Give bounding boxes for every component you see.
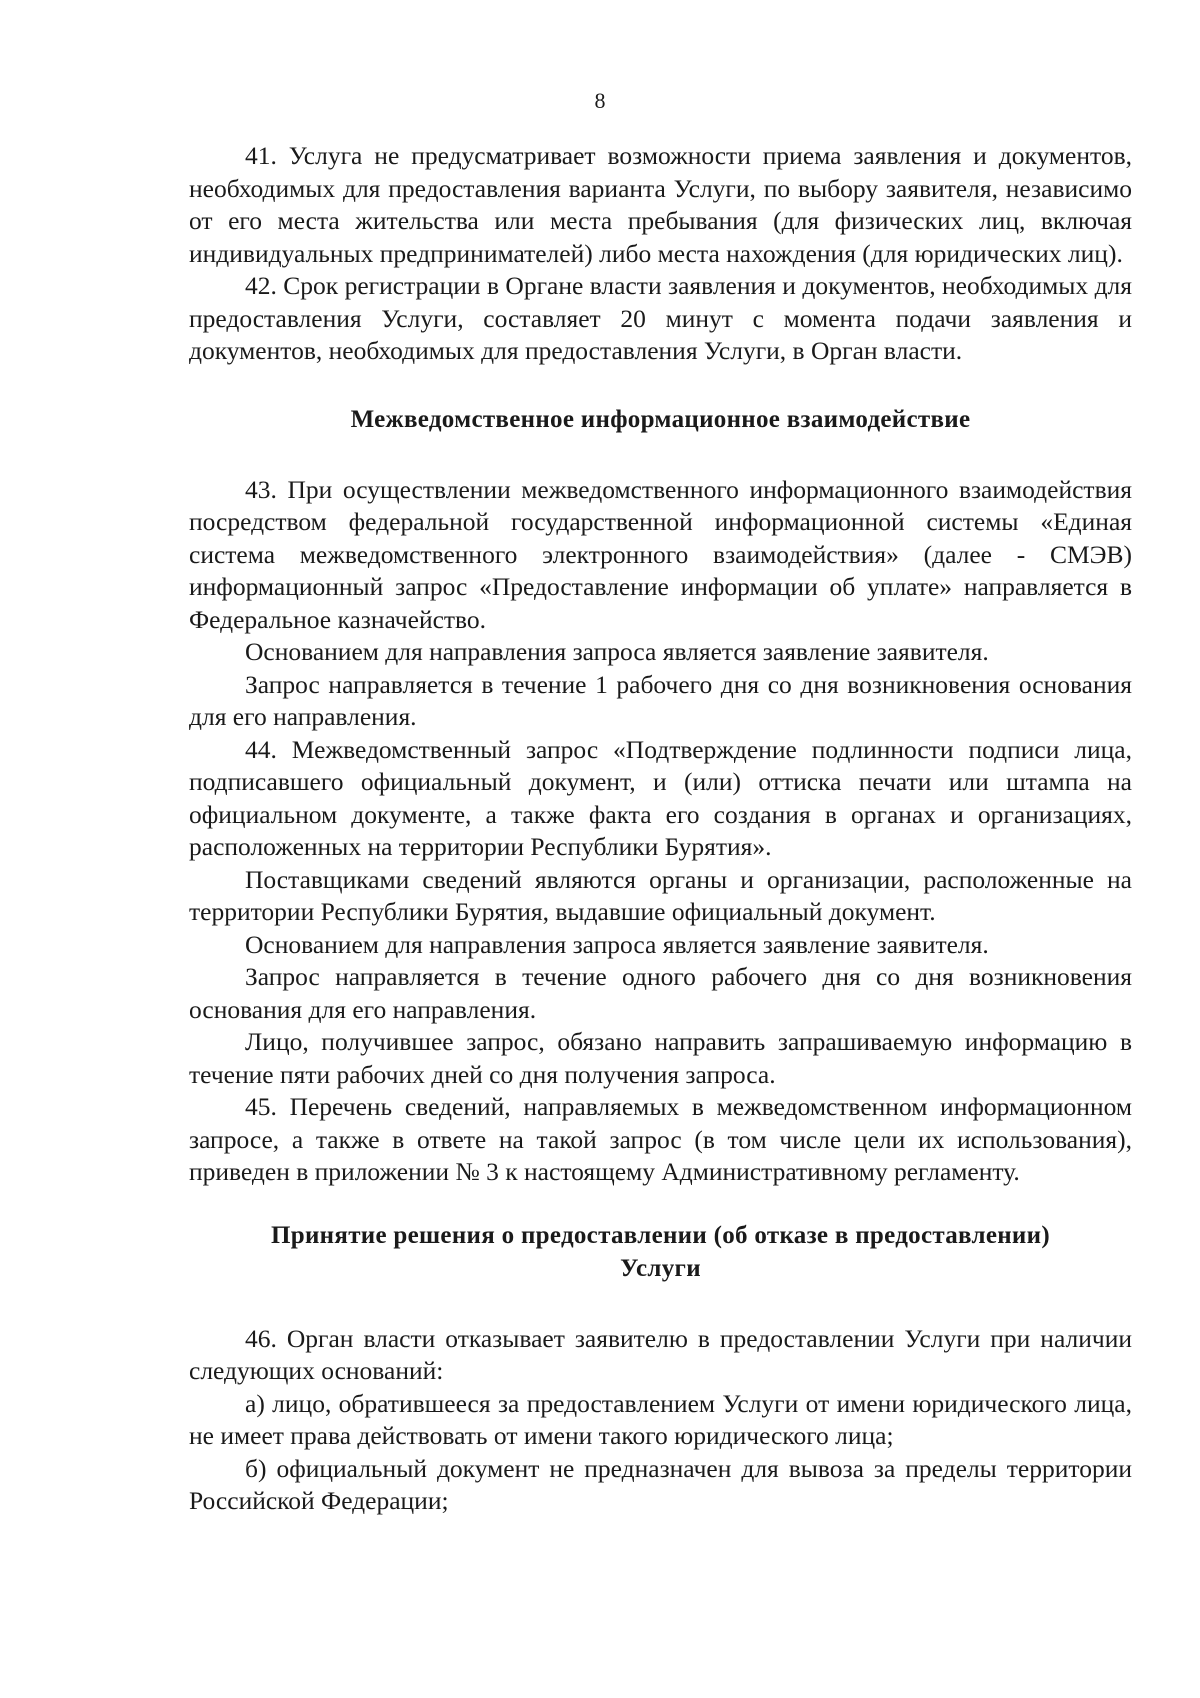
paragraph-43-term: Запрос направляется в течение 1 рабочего дня со дня возникновения основания для его направления.: [189, 669, 1132, 731]
paragraph-46-b: б) официальный документ не предназначен для вывоза за пределы территории Российской Федерации;: [189, 1453, 1132, 1515]
section-heading-decision-line-2: Услуги: [620, 1254, 701, 1282]
section-heading-decision-line-1: Принятие решения о предоставлении (об отказе в предоставлении): [271, 1221, 1050, 1249]
paragraph-44-providers: Поставщиками сведений являются органы и организации, расположенные на территории Республики Бурятия, выдавшие официальный документ.: [189, 864, 1132, 926]
paragraph-45: 45. Перечень сведений, направляемых в межведомственном информационном запросе, а также в ответе на такой запрос (в том числе цели их использования), приведен в приложении № 3 к настоящему Административному регламенту.: [189, 1092, 1132, 1186]
document-body: [189, 140, 1132, 1518]
section-heading-decision: [189, 1219, 1132, 1285]
paragraph-46: 46. Орган власти отказывает заявителю в предоставлении Услуги при наличии следующих оснований:: [189, 1323, 1132, 1385]
section-heading-interagency: Межведомственное информационное взаимодействие: [350, 405, 971, 433]
paragraph-41: 41. Услуга не предусматривает возможности приема заявления и документов, необходимых для предоставления варианта Услуги, по выбору заявителя, независимо от его места жительства или места пребывания (для физических лиц, включая индивидуальных предпринимателей) либо места нахождения (для юридических лиц).: [189, 141, 1132, 268]
paragraph-44-term: Запрос направляется в течение одного рабочего дня со дня возникновения основания для его направления.: [189, 962, 1132, 1024]
paragraph-46-a: а) лицо, обратившееся за предоставлением Услуги от имени юридического лица, не имеет права действовать от имени такого юридического лица;: [189, 1388, 1132, 1450]
paragraph-44: 44. Межведомственный запрос «Подтверждение подлинности подписи лица, подписавшего официальный документ, и (или) оттиска печати или штампа на официальном документе, а также факта его создания в органах и организациях, расположенных на территории Республики Бурятия».: [189, 734, 1132, 861]
paragraph-44-basis: Основанием для направления запроса является заявление заявителя.: [245, 929, 989, 959]
paragraph-43: 43. При осуществлении межведомственного информационного взаимодействия посредством федеральной государственной информационной системы «Единая система межведомственного электронного взаимодействия» (далее - СМЭВ) информационный запрос «Предоставление информации об уплате» направляется в Федеральное казначейство.: [189, 474, 1132, 634]
paragraph-43-basis: Основанием для направления запроса является заявление заявителя.: [245, 637, 989, 666]
page-number: 8: [594, 88, 606, 113]
paragraph-42: 42. Срок регистрации в Органе власти заявления и документов, необходимых для предоставления Услуги, составляет 20 минут с момента подачи заявления и документов, необходимых для предоставления Услуги, в Орган власти.: [189, 271, 1132, 365]
paragraph-44-recipient: Лицо, получившее запрос, обязано направить запрашиваемую информацию в течение пяти рабочих дней со дня получения запроса.: [189, 1027, 1132, 1089]
